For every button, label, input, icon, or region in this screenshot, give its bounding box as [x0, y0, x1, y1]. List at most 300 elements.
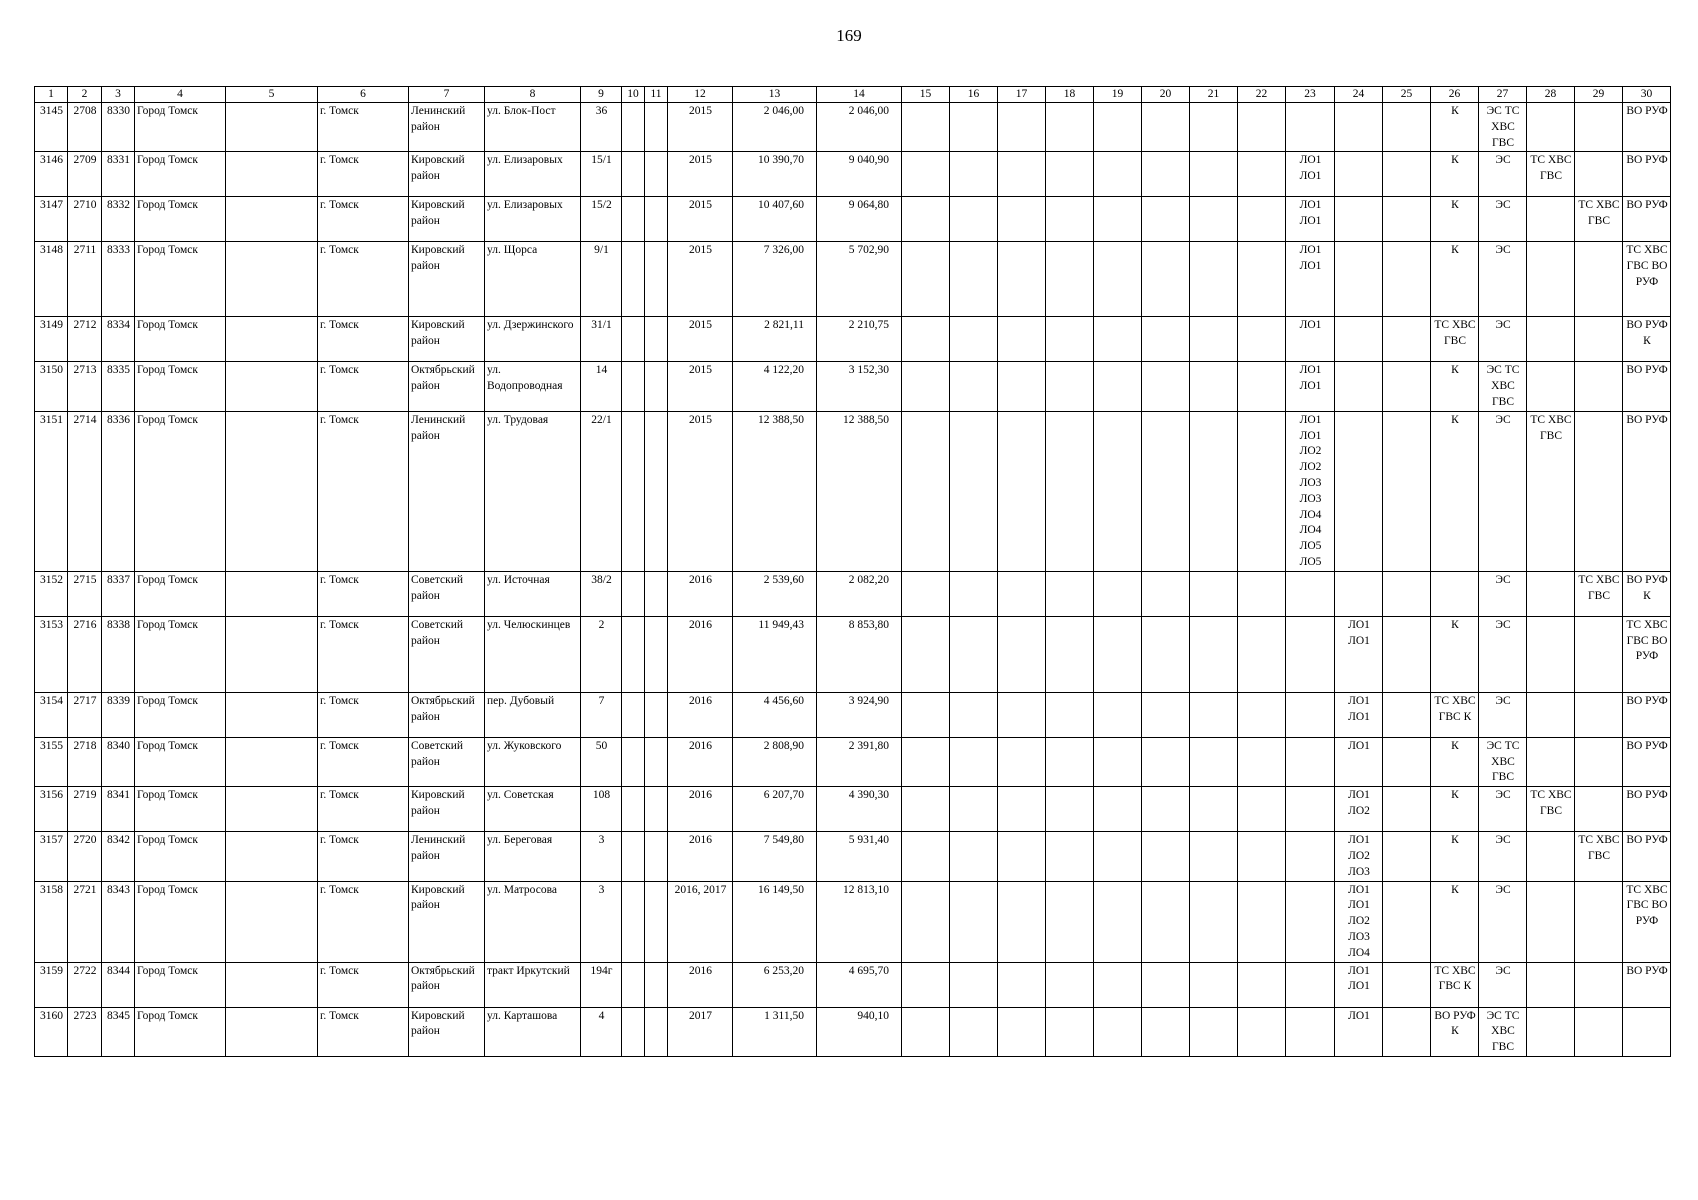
cell-col-13: 2 808,90 [733, 737, 817, 786]
table-row [35, 103, 1671, 152]
cell-col-15 [902, 197, 950, 242]
cell-col-6: г. Томск [318, 962, 409, 1007]
cell-line: ЛО1 [1299, 364, 1322, 377]
cell-col-19 [1094, 692, 1142, 737]
cell-col-3: 8336 [102, 411, 135, 571]
cell-col-4: Город Томск [135, 1007, 226, 1056]
cell-col-3: 8335 [102, 362, 135, 411]
cell-col-5 [226, 571, 318, 616]
cell-col-21 [1190, 362, 1238, 411]
cell-col-5 [226, 152, 318, 197]
cell-col-26: ТС ХВС ГВС [1431, 317, 1479, 362]
cell-col-27: ЭС [1479, 832, 1527, 881]
cell-col-4: Город Томск [135, 571, 226, 616]
cell-line: ЛО1 [1299, 154, 1322, 167]
cell-col-4: Город Томск [135, 962, 226, 1007]
cell-col-20 [1142, 737, 1190, 786]
cell-col-23 [1286, 881, 1335, 962]
cell-col-13: 12 388,50 [733, 411, 817, 571]
column-number-11: 11 [645, 87, 668, 103]
cell-line: ЛО1 [1348, 980, 1370, 993]
cell-col-13: 2 821,11 [733, 317, 817, 362]
cell-col-28 [1527, 692, 1575, 737]
cell-col-25 [1383, 411, 1431, 571]
cell-col-20 [1142, 692, 1190, 737]
cell-col-18 [1046, 616, 1094, 692]
cell-col-26: К [1431, 197, 1479, 242]
cell-col-5 [226, 1007, 318, 1056]
cell-col-30: ВО РУФ [1623, 411, 1671, 571]
cell-col-25 [1383, 152, 1431, 197]
column-number-19: 19 [1094, 87, 1142, 103]
cell-col-19 [1094, 242, 1142, 317]
cell-col-28 [1527, 1007, 1575, 1056]
cell-col-1: 3157 [35, 832, 68, 881]
cell-col-6: г. Томск [318, 881, 409, 962]
cell-col-13: 10 390,70 [733, 152, 817, 197]
cell-col-8: тракт Иркутский [485, 962, 581, 1007]
column-number-23: 23 [1286, 87, 1335, 103]
cell-col-3: 8339 [102, 692, 135, 737]
cell-col-16 [950, 242, 998, 317]
cell-col-18 [1046, 317, 1094, 362]
cell-col-28 [1527, 737, 1575, 786]
cell-col-18 [1046, 103, 1094, 152]
cell-col-21 [1190, 832, 1238, 881]
cell-line: ЛО3 [1348, 930, 1370, 943]
column-number-5: 5 [226, 87, 318, 103]
column-number-29: 29 [1575, 87, 1623, 103]
table-row [35, 242, 1671, 317]
cell-line: ЛО2 [1348, 849, 1370, 862]
cell-col-30: ВО РУФ [1623, 362, 1671, 411]
table-row [35, 832, 1671, 881]
cell-col-10 [622, 616, 645, 692]
cell-col-25 [1383, 317, 1431, 362]
cell-col-11 [645, 197, 668, 242]
cell-col-17 [998, 616, 1046, 692]
cell-col-16 [950, 571, 998, 616]
cell-col-1: 3152 [35, 571, 68, 616]
cell-col-5 [226, 317, 318, 362]
cell-col-23 [1286, 571, 1335, 616]
cell-col-9: 3 [581, 832, 622, 881]
cell-col-11 [645, 962, 668, 1007]
cell-line: ЛО1 [1348, 634, 1370, 647]
cell-col-15 [902, 411, 950, 571]
cell-col-28 [1527, 362, 1575, 411]
cell-line: ЛО4 [1299, 524, 1322, 537]
cell-col-24 [1335, 787, 1383, 832]
cell-col-9: 15/1 [581, 152, 622, 197]
cell-col-24 [1335, 737, 1383, 786]
cell-col-8: ул. Елизаровых [485, 152, 581, 197]
cell-col-4: Город Томск [135, 197, 226, 242]
cell-col-5 [226, 103, 318, 152]
cell-col-22 [1238, 152, 1286, 197]
cell-col-25 [1383, 242, 1431, 317]
cell-col-28 [1527, 197, 1575, 242]
cell-col-22 [1238, 362, 1286, 411]
table-row [35, 362, 1671, 411]
column-number-25: 25 [1383, 87, 1431, 103]
cell-line: ЛО2 [1348, 804, 1370, 817]
cell-col-28 [1527, 242, 1575, 317]
cell-col-7: Кировский район [409, 152, 485, 197]
cell-col-10 [622, 571, 645, 616]
cell-col-13: 2 539,60 [733, 571, 817, 616]
cell-col-3: 8344 [102, 962, 135, 1007]
cell-col-5 [226, 881, 318, 962]
cell-col-22 [1238, 832, 1286, 881]
cell-col-15 [902, 242, 950, 317]
cell-col-22 [1238, 571, 1286, 616]
cell-col-17 [998, 103, 1046, 152]
cell-col-2: 2719 [68, 787, 102, 832]
cell-col-5 [226, 962, 318, 1007]
cell-col-24 [1335, 242, 1383, 317]
cell-col-22 [1238, 411, 1286, 571]
cell-col-9: 2 [581, 616, 622, 692]
cell-col-2: 2708 [68, 103, 102, 152]
cell-col-21 [1190, 787, 1238, 832]
table-row [35, 616, 1671, 692]
cell-col-21 [1190, 317, 1238, 362]
cell-col-20 [1142, 103, 1190, 152]
cell-col-16 [950, 197, 998, 242]
cell-line: ЛО1 [1348, 789, 1370, 802]
cell-col-14: 12 813,10 [817, 881, 902, 962]
cell-col-7: Кировский район [409, 242, 485, 317]
cell-col-1: 3145 [35, 103, 68, 152]
cell-col-8: ул. Карташова [485, 1007, 581, 1056]
cell-col-16 [950, 411, 998, 571]
cell-col-2: 2709 [68, 152, 102, 197]
cell-col-4: Город Томск [135, 411, 226, 571]
cell-col-25 [1383, 962, 1431, 1007]
cell-col-14: 2 082,20 [817, 571, 902, 616]
cell-col-11 [645, 317, 668, 362]
cell-col-26: К [1431, 242, 1479, 317]
cell-col-21 [1190, 242, 1238, 317]
cell-col-30: ВО РУФ К [1623, 317, 1671, 362]
cell-col-9: 4 [581, 1007, 622, 1056]
cell-col-5 [226, 197, 318, 242]
cell-line: ЛО1 [1299, 319, 1322, 332]
cell-col-16 [950, 616, 998, 692]
cell-col-20 [1142, 881, 1190, 962]
cell-col-9: 36 [581, 103, 622, 152]
cell-line: ЛО1 [1299, 260, 1322, 273]
cell-col-5 [226, 616, 318, 692]
table-row [35, 1007, 1671, 1056]
column-number-17: 17 [998, 87, 1046, 103]
cell-col-6: г. Томск [318, 411, 409, 571]
table-row [35, 197, 1671, 242]
cell-col-10 [622, 881, 645, 962]
cell-col-15 [902, 103, 950, 152]
cell-col-25 [1383, 571, 1431, 616]
cell-col-8: ул. Блок-Пост [485, 103, 581, 152]
cell-line: ЛО1 [1348, 899, 1370, 912]
cell-col-13: 6 207,70 [733, 787, 817, 832]
cell-col-15 [902, 962, 950, 1007]
cell-col-29 [1575, 787, 1623, 832]
cell-col-22 [1238, 197, 1286, 242]
cell-col-1: 3148 [35, 242, 68, 317]
cell-col-7: Кировский район [409, 317, 485, 362]
cell-col-26: К [1431, 881, 1479, 962]
cell-col-21 [1190, 962, 1238, 1007]
cell-col-23 [1286, 737, 1335, 786]
cell-col-29 [1575, 103, 1623, 152]
cell-col-12: 2016 [668, 737, 733, 786]
cell-col-7: Октябрьский район [409, 962, 485, 1007]
cell-col-15 [902, 616, 950, 692]
cell-col-29 [1575, 1007, 1623, 1056]
cell-col-22 [1238, 317, 1286, 362]
cell-col-22 [1238, 692, 1286, 737]
cell-col-16 [950, 362, 998, 411]
cell-col-1: 3147 [35, 197, 68, 242]
cell-col-18 [1046, 692, 1094, 737]
cell-col-1: 3153 [35, 616, 68, 692]
cell-col-14: 12 388,50 [817, 411, 902, 571]
cell-line: ЛО1 [1348, 618, 1370, 631]
cell-col-10 [622, 197, 645, 242]
cell-col-17 [998, 737, 1046, 786]
cell-col-1: 3158 [35, 881, 68, 962]
cell-col-27: ЭС ТС ХВС ГВС [1479, 737, 1527, 786]
cell-col-30: ВО РУФ [1623, 832, 1671, 881]
cell-col-26: К [1431, 737, 1479, 786]
cell-col-23 [1286, 197, 1335, 242]
cell-col-12: 2017 [668, 1007, 733, 1056]
cell-col-20 [1142, 1007, 1190, 1056]
column-number-6: 6 [318, 87, 409, 103]
cell-col-29 [1575, 692, 1623, 737]
cell-col-20 [1142, 571, 1190, 616]
cell-line: ЛО2 [1299, 445, 1322, 458]
cell-col-21 [1190, 1007, 1238, 1056]
cell-col-6: г. Томск [318, 737, 409, 786]
cell-col-2: 2720 [68, 832, 102, 881]
cell-col-14: 4 390,30 [817, 787, 902, 832]
cell-col-10 [622, 411, 645, 571]
cell-col-6: г. Томск [318, 692, 409, 737]
cell-col-14: 9 064,80 [817, 197, 902, 242]
cell-col-2: 2714 [68, 411, 102, 571]
cell-col-28 [1527, 571, 1575, 616]
cell-col-28: ТС ХВС ГВС [1527, 152, 1575, 197]
cell-col-9: 9/1 [581, 242, 622, 317]
cell-col-26: К [1431, 616, 1479, 692]
cell-col-12: 2015 [668, 197, 733, 242]
cell-line: ЛО1 [1348, 1009, 1370, 1022]
table-row [35, 152, 1671, 197]
cell-col-3: 8340 [102, 737, 135, 786]
cell-col-8: ул. Матросова [485, 881, 581, 962]
cell-line: ЛО1 [1299, 215, 1322, 228]
cell-col-10 [622, 362, 645, 411]
cell-col-12: 2016 [668, 692, 733, 737]
cell-col-5 [226, 242, 318, 317]
cell-col-12: 2016, 2017 [668, 881, 733, 962]
cell-col-29 [1575, 411, 1623, 571]
cell-col-13: 4 122,20 [733, 362, 817, 411]
cell-col-30: ВО РУФ [1623, 152, 1671, 197]
cell-col-6: г. Томск [318, 152, 409, 197]
cell-col-11 [645, 737, 668, 786]
cell-col-8: ул. Советская [485, 787, 581, 832]
cell-col-19 [1094, 737, 1142, 786]
cell-col-30: ВО РУФ [1623, 692, 1671, 737]
cell-col-15 [902, 152, 950, 197]
cell-line: ЛО3 [1348, 865, 1370, 878]
cell-col-7: Октябрьский район [409, 692, 485, 737]
cell-col-9: 3 [581, 881, 622, 962]
cell-col-6: г. Томск [318, 571, 409, 616]
cell-col-1: 3154 [35, 692, 68, 737]
cell-col-15 [902, 832, 950, 881]
cell-col-17 [998, 362, 1046, 411]
cell-col-20 [1142, 362, 1190, 411]
cell-col-4: Город Томск [135, 692, 226, 737]
cell-col-28: ТС ХВС ГВС [1527, 787, 1575, 832]
cell-col-7: Советский район [409, 737, 485, 786]
cell-col-8: ул. Водопроводная [485, 362, 581, 411]
cell-col-20 [1142, 152, 1190, 197]
cell-col-28 [1527, 616, 1575, 692]
cell-col-21 [1190, 571, 1238, 616]
cell-col-6: г. Томск [318, 197, 409, 242]
cell-col-23 [1286, 317, 1335, 362]
cell-col-14: 2 210,75 [817, 317, 902, 362]
cell-col-20 [1142, 832, 1190, 881]
cell-col-23 [1286, 616, 1335, 692]
cell-col-3: 8330 [102, 103, 135, 152]
cell-col-1: 3146 [35, 152, 68, 197]
cell-col-11 [645, 616, 668, 692]
cell-col-8: ул. Елизаровых [485, 197, 581, 242]
cell-col-28: ТС ХВС ГВС [1527, 411, 1575, 571]
column-number-14: 14 [817, 87, 902, 103]
cell-col-5 [226, 362, 318, 411]
cell-line: ЛО1 [1348, 964, 1370, 977]
cell-col-25 [1383, 737, 1431, 786]
cell-col-12: 2015 [668, 103, 733, 152]
cell-col-26: ТС ХВС ГВС К [1431, 962, 1479, 1007]
cell-col-21 [1190, 103, 1238, 152]
cell-line: ЛО2 [1348, 915, 1370, 928]
cell-col-21 [1190, 411, 1238, 571]
cell-col-3: 8337 [102, 571, 135, 616]
cell-line: ЛО3 [1299, 476, 1322, 489]
cell-col-17 [998, 692, 1046, 737]
cell-col-23 [1286, 103, 1335, 152]
cell-col-12: 2016 [668, 616, 733, 692]
cell-col-6: г. Томск [318, 242, 409, 317]
cell-col-4: Город Томск [135, 103, 226, 152]
cell-col-27: ЭС ТС ХВС ГВС [1479, 103, 1527, 152]
cell-col-12: 2016 [668, 962, 733, 1007]
cell-col-17 [998, 197, 1046, 242]
cell-col-8: ул. Щорса [485, 242, 581, 317]
cell-col-24 [1335, 1007, 1383, 1056]
cell-col-29 [1575, 317, 1623, 362]
column-number-7: 7 [409, 87, 485, 103]
cell-col-29 [1575, 242, 1623, 317]
column-number-20: 20 [1142, 87, 1190, 103]
cell-col-9: 31/1 [581, 317, 622, 362]
cell-col-12: 2016 [668, 832, 733, 881]
cell-col-25 [1383, 616, 1431, 692]
cell-col-8: ул. Источная [485, 571, 581, 616]
cell-col-9: 7 [581, 692, 622, 737]
cell-col-10 [622, 317, 645, 362]
cell-col-16 [950, 881, 998, 962]
cell-col-11 [645, 242, 668, 317]
cell-col-7: Кировский район [409, 1007, 485, 1056]
cell-line: ЛО1 [1299, 199, 1322, 212]
cell-col-2: 2718 [68, 737, 102, 786]
cell-col-27: ЭС [1479, 317, 1527, 362]
cell-col-4: Город Томск [135, 787, 226, 832]
cell-col-20 [1142, 616, 1190, 692]
cell-col-30: ТС ХВС ГВС ВО РУФ [1623, 881, 1671, 962]
cell-col-7: Советский район [409, 616, 485, 692]
cell-col-5 [226, 737, 318, 786]
cell-col-29: ТС ХВС ГВС [1575, 571, 1623, 616]
cell-col-17 [998, 787, 1046, 832]
cell-col-1: 3155 [35, 737, 68, 786]
cell-col-24 [1335, 152, 1383, 197]
cell-col-12: 2015 [668, 362, 733, 411]
cell-col-9: 50 [581, 737, 622, 786]
cell-col-26: К [1431, 103, 1479, 152]
registry-table [34, 86, 1671, 1057]
cell-col-2: 2711 [68, 242, 102, 317]
cell-col-22 [1238, 1007, 1286, 1056]
column-number-27: 27 [1479, 87, 1527, 103]
cell-col-8: ул. Дзержинского [485, 317, 581, 362]
cell-col-19 [1094, 103, 1142, 152]
cell-col-11 [645, 692, 668, 737]
cell-col-7: Кировский район [409, 197, 485, 242]
cell-col-24 [1335, 832, 1383, 881]
cell-col-1: 3151 [35, 411, 68, 571]
cell-col-19 [1094, 616, 1142, 692]
column-number-15: 15 [902, 87, 950, 103]
cell-col-9: 108 [581, 787, 622, 832]
cell-col-24 [1335, 692, 1383, 737]
cell-col-18 [1046, 411, 1094, 571]
cell-col-29 [1575, 616, 1623, 692]
cell-col-21 [1190, 737, 1238, 786]
cell-col-1: 3150 [35, 362, 68, 411]
cell-col-15 [902, 692, 950, 737]
cell-col-15 [902, 571, 950, 616]
cell-col-6: г. Томск [318, 317, 409, 362]
table-row [35, 737, 1671, 786]
column-number-22: 22 [1238, 87, 1286, 103]
cell-col-26: К [1431, 152, 1479, 197]
cell-col-25 [1383, 787, 1431, 832]
cell-col-14: 2 391,80 [817, 737, 902, 786]
cell-col-30: ТС ХВС ГВС ВО РУФ [1623, 242, 1671, 317]
cell-col-6: г. Томск [318, 1007, 409, 1056]
cell-col-14: 2 046,00 [817, 103, 902, 152]
